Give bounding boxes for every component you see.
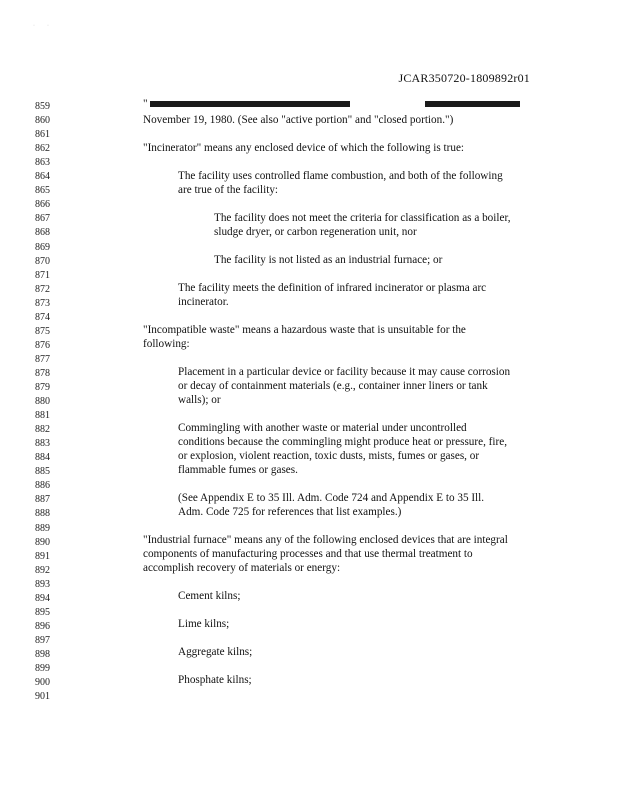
line-879: or decay of containment materials (e.g., container inner liners or tank [178, 380, 488, 392]
scan-specks: · · [33, 23, 49, 29]
line-number: 879 [35, 382, 50, 393]
line-890: "Industrial furnace" means any of the following enclosed devices that are integral [143, 534, 508, 546]
line-number: 868 [35, 227, 50, 239]
line-number: 870 [35, 255, 50, 267]
line-number: 893 [35, 578, 50, 590]
line-898: Aggregate kilns; [178, 646, 253, 658]
line-number: 891 [35, 550, 50, 562]
line-number: 876 [35, 339, 50, 351]
line-900: Phosphate kilns; [178, 674, 252, 686]
line-880: walls); or [178, 394, 221, 406]
line-862: "Incinerator" means any enclosed device of which the following is true: [143, 142, 465, 154]
line-number: 898 [35, 648, 50, 660]
line-892: accomplish recovery of materials or energy: [143, 562, 341, 574]
line-number: 873 [35, 297, 50, 309]
line-number: 900 [35, 677, 50, 689]
line-number: 864 [35, 171, 50, 183]
line-number: 895 [35, 606, 50, 618]
line-878: Placement in a particular device or facility because it may cause corrosion [178, 366, 511, 378]
line-number: 875 [35, 325, 50, 337]
line-number: 871 [35, 269, 50, 281]
line-number: 877 [35, 353, 50, 365]
line-number: 886 [35, 480, 50, 492]
line-868: sludge dryer, or carbon regeneration unit, nor [214, 226, 417, 238]
line-number: 872 [35, 283, 50, 295]
line-865: are true of the facility: [178, 184, 279, 196]
line-number: 859 [35, 101, 50, 112]
line-number: 889 [35, 522, 50, 534]
line-882: Commingling with another waste or material under uncontrolled [178, 422, 467, 434]
document-id: JCAR350720-1809892r01 [398, 71, 530, 85]
redacted-text-strip [425, 101, 520, 107]
line-number: 863 [35, 157, 50, 169]
line-873: incinerator. [178, 296, 229, 308]
line-number: 860 [35, 115, 50, 127]
line-number: 892 [35, 564, 50, 576]
line-number: 867 [35, 213, 50, 225]
line-number: 901 [35, 691, 50, 703]
line-number: 861 [35, 129, 50, 141]
line-number: 874 [35, 311, 50, 323]
line-864: The facility uses controlled flame combustion, and both of the following [178, 170, 503, 182]
line-number: 866 [35, 199, 50, 211]
line-number: 888 [35, 508, 50, 520]
line-894: Cement kilns; [178, 590, 241, 602]
line-number: 878 [35, 367, 50, 379]
line-number: 881 [35, 410, 50, 422]
line-number: 880 [35, 396, 50, 408]
redacted-text-strip [150, 101, 350, 107]
line-number: 884 [35, 452, 50, 464]
line-875: "Incompatible waste" means a hazardous waste that is unsuitable for the [143, 324, 466, 336]
line-number: 887 [35, 494, 50, 506]
line-860: November 19, 1980. (See also "active portion" and "closed portion.") [143, 114, 454, 126]
line-number: 899 [35, 663, 50, 674]
line-number: 890 [35, 536, 50, 548]
line-number: 862 [35, 143, 50, 155]
line-867: The facility does not meet the criteria for classification as a boiler, [214, 212, 511, 224]
line-885: flammable fumes or gases. [178, 464, 298, 476]
line-887: (See Appendix E to 35 Ill. Adm. Code 724 and Appendix E to 35 Ill. [178, 492, 485, 504]
line-859: " [143, 98, 148, 110]
line-872: The facility meets the definition of infrared incinerator or plasma arc [178, 282, 487, 294]
line-888: Adm. Code 725 for references that list examples.) [178, 506, 402, 518]
line-number: 883 [35, 438, 50, 450]
line-number: 897 [35, 634, 50, 646]
line-870: The facility is not listed as an industrial furnace; or [214, 254, 443, 266]
line-884: or explosion, violent reaction, toxic dusts, mists, fumes or gases, or [178, 450, 480, 462]
line-896: Lime kilns; [178, 618, 230, 630]
line-number: 882 [35, 424, 50, 436]
line-891: components of manufacturing processes and that use thermal treatment to [143, 548, 473, 560]
line-876: following: [143, 338, 190, 350]
line-883: conditions because the commingling might produce heat or pressure, fire, [178, 436, 508, 448]
line-number: 885 [35, 466, 50, 478]
line-number: 865 [35, 185, 50, 197]
line-number: 869 [35, 241, 50, 253]
line-number: 894 [35, 592, 50, 604]
line-number: 896 [35, 620, 50, 632]
